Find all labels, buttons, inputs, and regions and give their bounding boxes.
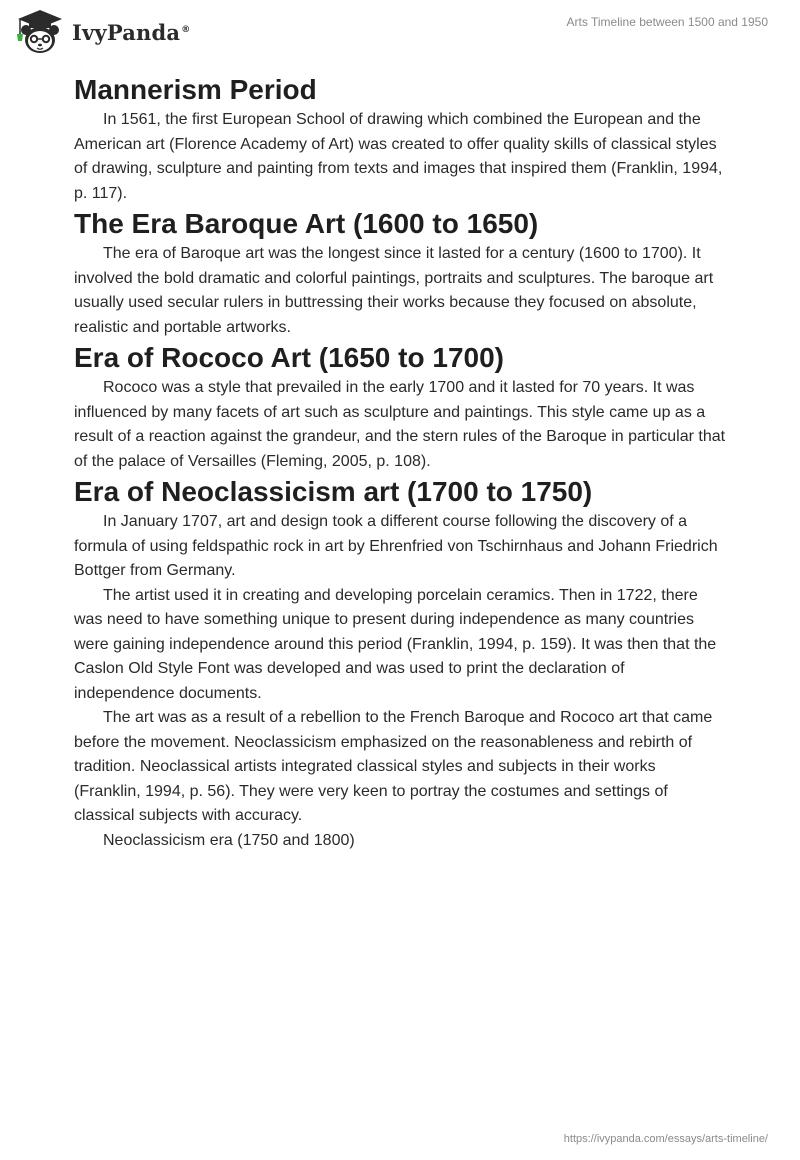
- document-title: Arts Timeline between 1500 and 1950: [566, 15, 768, 29]
- paragraph: In January 1707, art and design took a different course following the discovery of a formula of using feldspathic rock in art by Ehrenfried von Tschirnhaus and Johann Friedrich Bottger from Germany.: [74, 513, 718, 579]
- paragraph: In 1561, the first European School of drawing which combined the European and the American art (Florence Academy of Art) was created to offer quality skills of classical styles of drawing, sculpture and painting from texts and images that inspired them (Franklin, 1994, p. 117).: [74, 111, 723, 202]
- paragraph: The era of Baroque art was the longest since it lasted for a century (1600 to 1700). It involved the bold dramatic and colorful paintings, portraits and sculptures. The baroque art usually used secular rulers in buttressing their works because they focused on absolute, realistic and portable artworks.: [74, 245, 714, 336]
- panda-graduate-icon: [14, 8, 66, 56]
- brand-name: IvyPanda®: [72, 19, 191, 45]
- paragraph: Rococo was a style that prevailed in the early 1700 and it lasted for 70 years. It was influenced by many facets of art such as sculpture and paintings. This style came up as a result of a reaction against the grandeur, and the stern rules of the Baroque in particular that of the palace of Versailles (Fleming, 2005, p. 108).: [74, 379, 726, 470]
- section-heading-rococo: Era of Rococo Art (1650 to 1700): [74, 342, 504, 373]
- registered-mark: ®: [181, 24, 191, 35]
- source-url[interactable]: https://ivypanda.com/essays/arts-timeline/: [563, 1133, 768, 1145]
- essay-content: [74, 72, 726, 853]
- paragraph: The art was as a result of a rebellion to the French Baroque and Rococo art that came before the movement. Neoclassicism emphasized on the reasonableness and rebirth of tradition. Neoclassical artists integrated classical styles and subjects in their works (Franklin, 1994, p. 56). They were very keen to portray the costumes and settings of classical subjects with accuracy.: [74, 709, 713, 824]
- brand-logo[interactable]: [14, 8, 190, 56]
- paragraph: The artist used it in creating and developing porcelain ceramics. Then in 1722, there was need to have something unique to present during independence as many countries were gaining independence around this period (Franklin, 1994, p. 159). It was then that the Caslon Old Style Font was developed and was used to print the declaration of independence documents.: [74, 586, 717, 702]
- page-header: [0, 0, 800, 60]
- section-heading-baroque: The Era Baroque Art (1600 to 1650): [74, 208, 539, 239]
- paragraph: Neoclassicism era (1750 and 1800): [103, 831, 355, 849]
- section-heading-mannerism: Mannerism Period: [74, 74, 317, 105]
- section-heading-neoclassicism: Era of Neoclassicism art (1700 to 1750): [74, 476, 593, 507]
